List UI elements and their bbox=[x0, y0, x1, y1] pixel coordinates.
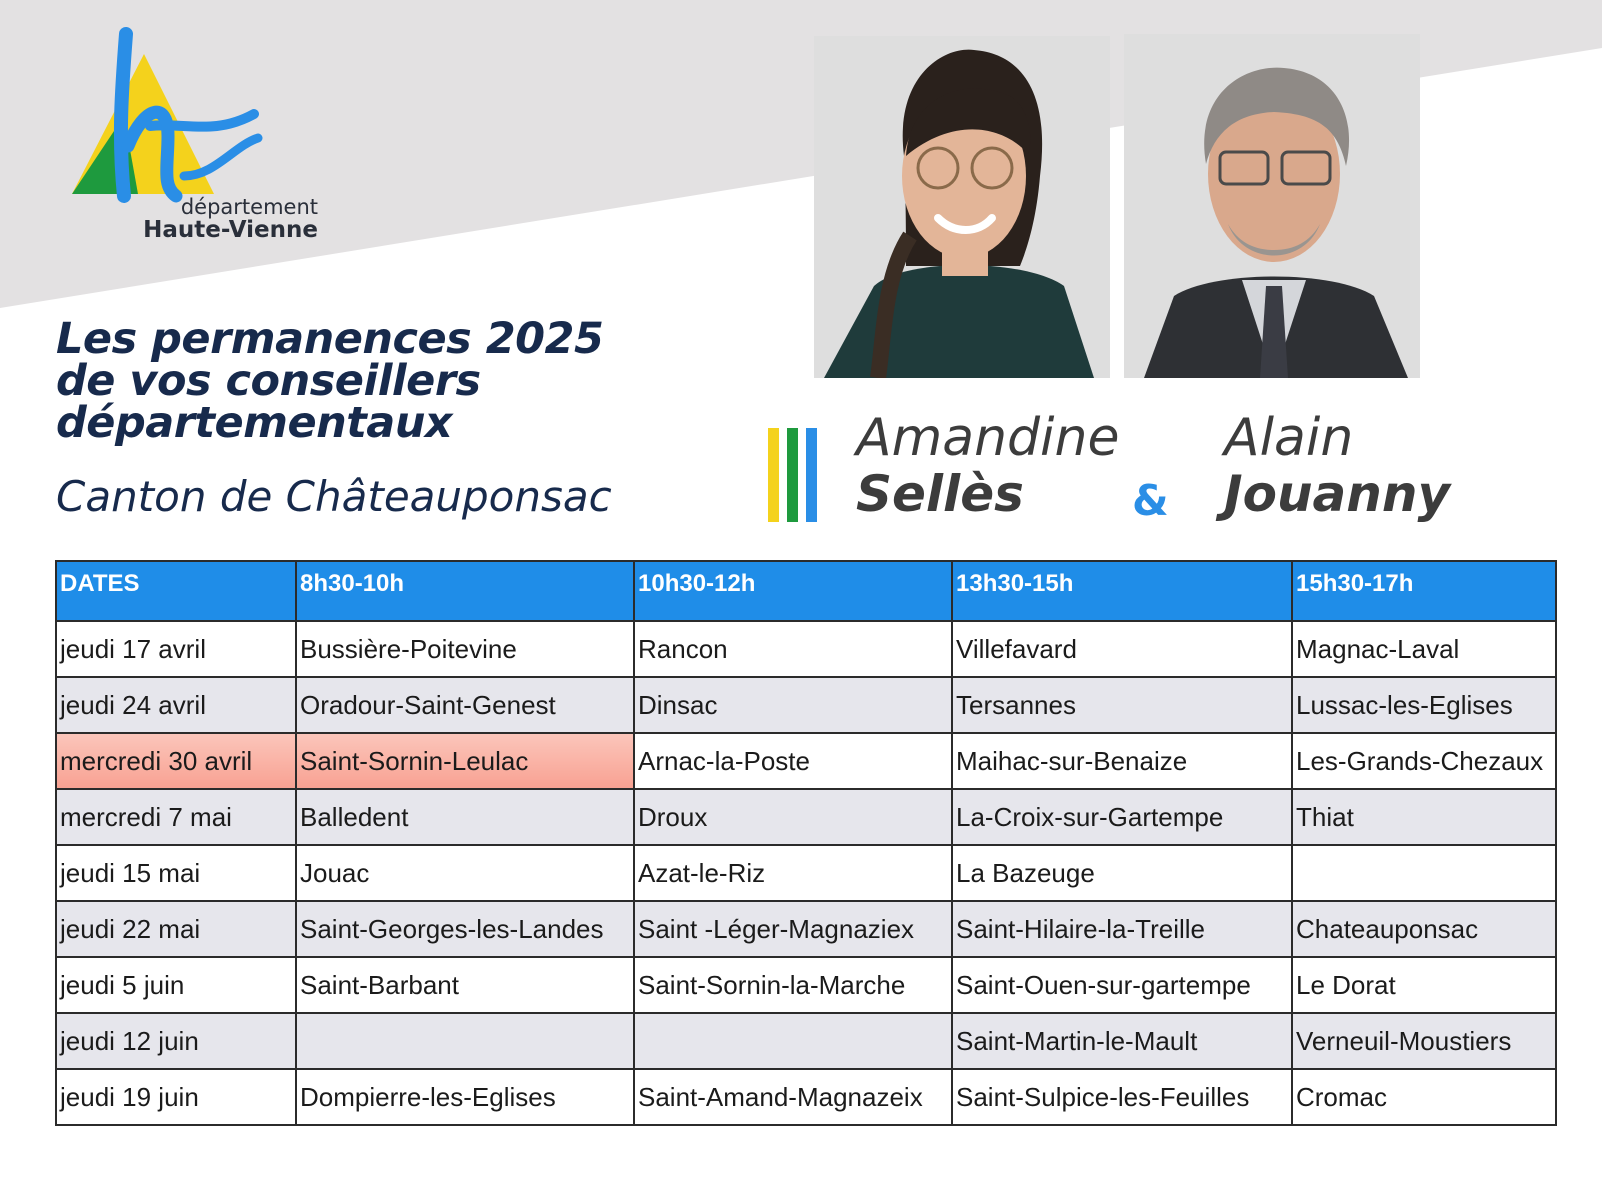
table-cell: Saint-Martin-le-Mault bbox=[952, 1013, 1292, 1069]
table-cell: Bussière-Poitevine bbox=[296, 621, 634, 677]
ampersand: & bbox=[1132, 476, 1169, 525]
date-cell: jeudi 12 juin bbox=[56, 1013, 296, 1069]
color-stripes bbox=[768, 428, 824, 522]
table-cell: Thiat bbox=[1292, 789, 1556, 845]
councillor-name-alain bbox=[1224, 410, 1450, 522]
haute-vienne-logo bbox=[64, 26, 318, 256]
table-cell: Saint-Sulpice-les-Feuilles bbox=[952, 1069, 1292, 1125]
councillor-name-amandine bbox=[856, 410, 1119, 522]
page-title bbox=[56, 314, 756, 448]
table-header-row bbox=[56, 561, 1556, 621]
canton-subtitle: Canton de Châteauponsac bbox=[56, 472, 612, 521]
table-cell: Dompierre-les-Eglises bbox=[296, 1069, 634, 1125]
last-name: Sellès bbox=[856, 465, 1024, 523]
table-cell: Jouac bbox=[296, 845, 634, 901]
table-cell: Droux bbox=[634, 789, 952, 845]
table-cell: Lussac-les-Eglises bbox=[1292, 677, 1556, 733]
date-cell-highlighted: mercredi 30 avril bbox=[56, 733, 296, 789]
table-cell bbox=[1292, 845, 1556, 901]
table-cell: Balledent bbox=[296, 789, 634, 845]
table-cell-highlighted: Saint-Sornin-Leulac bbox=[296, 733, 634, 789]
table-cell: Rancon bbox=[634, 621, 952, 677]
table-cell: Verneuil-Moustiers bbox=[1292, 1013, 1556, 1069]
last-name: Jouanny bbox=[1224, 465, 1451, 523]
table-cell: Tersannes bbox=[952, 677, 1292, 733]
date-cell: jeudi 24 avril bbox=[56, 677, 296, 733]
table-cell: Villefavard bbox=[952, 621, 1292, 677]
stripe-blue bbox=[806, 428, 817, 522]
column-header: DATES bbox=[56, 561, 296, 621]
table-row bbox=[56, 1069, 1556, 1125]
date-cell: jeudi 22 mai bbox=[56, 901, 296, 957]
table-cell: Azat-le-Riz bbox=[634, 845, 952, 901]
title-line-3: départementaux bbox=[56, 398, 453, 448]
date-cell: jeudi 17 avril bbox=[56, 621, 296, 677]
date-cell: jeudi 5 juin bbox=[56, 957, 296, 1013]
date-cell: mercredi 7 mai bbox=[56, 789, 296, 845]
column-header: 15h30-17h bbox=[1292, 561, 1556, 621]
stripe-yellow bbox=[768, 428, 779, 522]
first-name: Amandine bbox=[856, 408, 1120, 468]
logo-text-haute-vienne: Haute-Vienne bbox=[143, 217, 318, 244]
stripe-green bbox=[787, 428, 798, 522]
table-cell: Le Dorat bbox=[1292, 957, 1556, 1013]
column-header: 8h30-10h bbox=[296, 561, 634, 621]
column-header: 13h30-15h bbox=[952, 561, 1292, 621]
photo-alain bbox=[1124, 34, 1420, 378]
logo-text-departement: département bbox=[180, 195, 318, 219]
schedule-table bbox=[55, 560, 1557, 1126]
table-cell: Saint -Léger-Magnaziex bbox=[634, 901, 952, 957]
portrait-woman-icon bbox=[814, 36, 1110, 378]
title-line-2: de vos conseillers bbox=[56, 356, 481, 406]
table-cell: Saint-Hilaire-la-Treille bbox=[952, 901, 1292, 957]
table-row bbox=[56, 1013, 1556, 1069]
first-name: Alain bbox=[1224, 408, 1354, 468]
date-cell: jeudi 19 juin bbox=[56, 1069, 296, 1125]
table-cell: Saint-Barbant bbox=[296, 957, 634, 1013]
photo-amandine bbox=[814, 36, 1110, 378]
table-cell: Cromac bbox=[1292, 1069, 1556, 1125]
table-cell: Les-Grands-Chezaux bbox=[1292, 733, 1556, 789]
table-cell: Arnac-la-Poste bbox=[634, 733, 952, 789]
table-cell: Saint-Amand-Magnazeix bbox=[634, 1069, 952, 1125]
column-header: 10h30-12h bbox=[634, 561, 952, 621]
date-cell: jeudi 15 mai bbox=[56, 845, 296, 901]
table-cell: Maihac-sur-Benaize bbox=[952, 733, 1292, 789]
table-row bbox=[56, 901, 1556, 957]
table-cell: Chateauponsac bbox=[1292, 901, 1556, 957]
table-cell: Saint-Georges-les-Landes bbox=[296, 901, 634, 957]
table-cell: Saint-Sornin-la-Marche bbox=[634, 957, 952, 1013]
table-cell: Dinsac bbox=[634, 677, 952, 733]
table-row bbox=[56, 957, 1556, 1013]
title-line-1: Les permanences 2025 bbox=[56, 314, 604, 364]
portrait-man-icon bbox=[1124, 34, 1420, 378]
table-row bbox=[56, 845, 1556, 901]
table-row bbox=[56, 677, 1556, 733]
table-cell: La Bazeuge bbox=[952, 845, 1292, 901]
table-cell bbox=[634, 1013, 952, 1069]
logo-mark-icon bbox=[64, 26, 274, 206]
table-cell bbox=[296, 1013, 634, 1069]
table-cell: Magnac-Laval bbox=[1292, 621, 1556, 677]
table-row bbox=[56, 621, 1556, 677]
table-row bbox=[56, 733, 1556, 789]
table-cell: Oradour-Saint-Genest bbox=[296, 677, 634, 733]
table-row bbox=[56, 789, 1556, 845]
table-cell: Saint-Ouen-sur-gartempe bbox=[952, 957, 1292, 1013]
table-cell: La-Croix-sur-Gartempe bbox=[952, 789, 1292, 845]
